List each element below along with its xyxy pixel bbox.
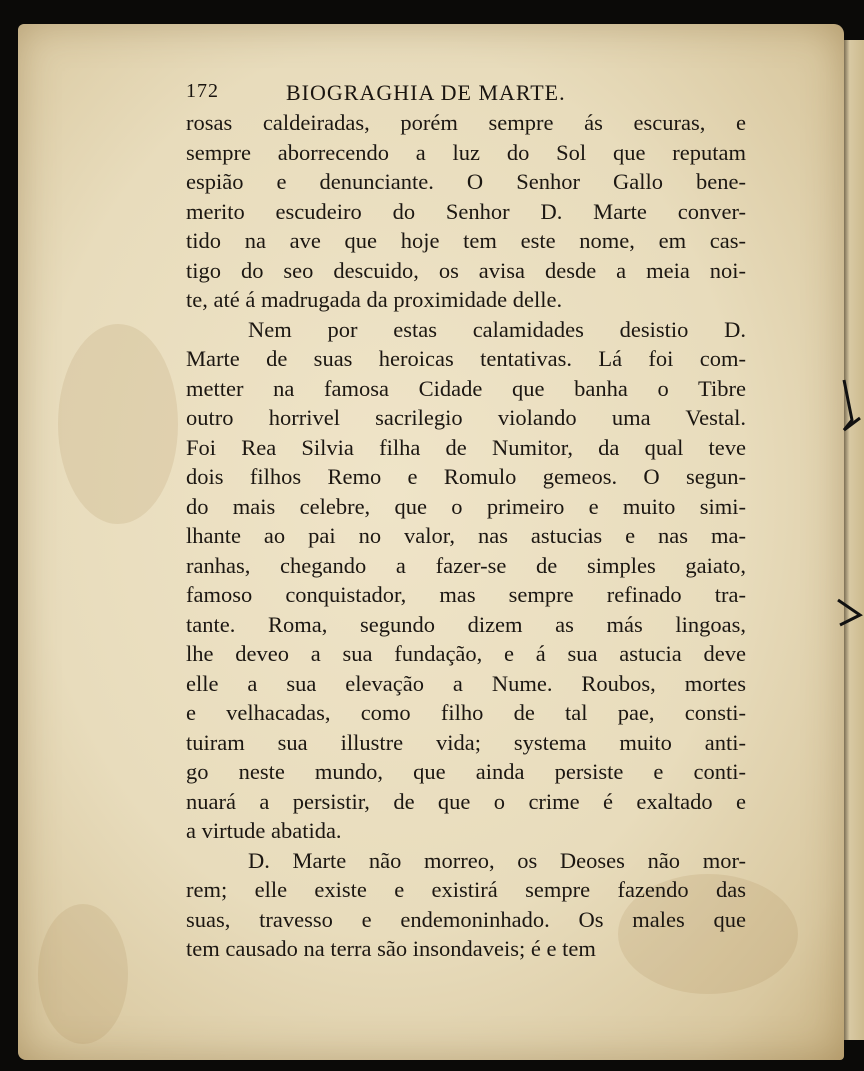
body-text [186,108,746,964]
text-line: Nem por estas calamidades desistio D. [248,316,746,342]
text-line: dois filhos Remo e Romulo gemeos. O segun- [186,464,746,489]
text-line: tante. Roma, segundo dizem as más lingoas, [186,611,746,637]
text-line: a virtude abatida. [186,818,342,843]
page-number: 172 [186,80,219,102]
paper-stain [58,324,178,524]
text-line: tigo do seo descuido, os avisa desde a meia noi- [186,257,746,283]
text-line: Foi Rea Silvia filha de Numitor, da qual teve [186,434,746,460]
text-line: merito escudeiro do Senhor D. Marte conver- [186,198,746,224]
text-line: lhe deveo a sua fundação, e á sua astucia deve [186,641,746,666]
text-line: outro horrivel sacrilegio violando uma Vestal. [186,405,746,430]
running-head [186,80,646,110]
text-line: nuará a persistir, de que o crime é exaltado e [186,788,746,814]
text-line: lhante ao pai no valor, nas astucias e nas ma- [186,523,746,548]
running-title: BIOGRAGHIA DE MARTE. [286,80,566,105]
text-line: D. Marte não morreo, os Deoses não mor- [248,847,746,873]
text-line: espião e denunciante. O Senhor Gallo bene- [186,169,746,194]
text-line: metter na famosa Cidade que banha o Tibre [186,375,746,401]
text-line: sempre aborrecendo a luz do Sol que reputam [186,139,746,165]
text-line: ranhas, chegando a fazer-se de simples gaiato, [186,552,746,578]
text-line: famoso conquistador, mas sempre refinado tra- [186,582,746,607]
text-line: rem; elle existe e existirá sempre fazendo das [186,877,746,902]
text-line: go neste mundo, que ainda persiste e conti- [186,759,746,784]
text-line: te, até á madrugada da proximidade delle. [186,287,563,312]
text-line: suas, travesso e endemoninhado. Os males que [186,906,746,932]
text-line: do mais celebre, que o primeiro e muito simi- [186,493,746,519]
paper-stain [38,904,128,1044]
text-line: Marte de suas heroicas tentativas. Lá foi com- [186,346,746,371]
text-line: e velhacadas, como filho de tal pae, consti- [186,700,746,725]
text-line: elle a sua elevação a Nume. Roubos, mortes [186,670,746,696]
text-line: rosas caldeiradas, porém sempre ás escuras, e [186,110,746,135]
text-line: tuiram sua illustre vida; systema muito anti- [186,729,746,755]
text-line: tido na ave que hoje tem este nome, em cas- [186,228,746,253]
text-line: tem causado na terra são insondaveis; é e tem [186,936,596,961]
